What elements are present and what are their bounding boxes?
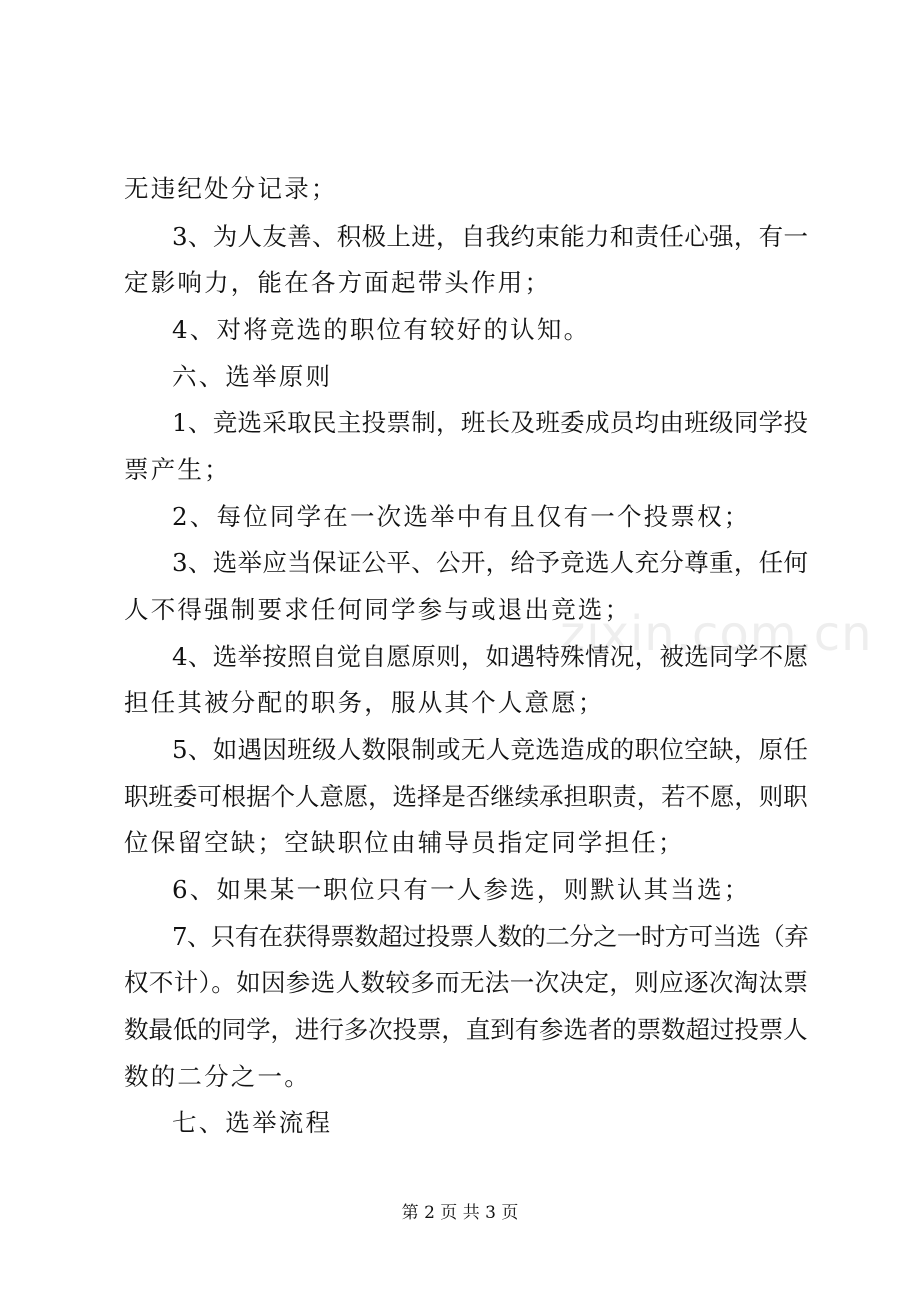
text-line: 权不计）。如因参选人数较多而无法一次决定，则应逐次淘汰票: [124, 968, 809, 997]
text-line: 5、如遇因班级人数限制或无人竞选造成的职位空缺，原任: [172, 735, 809, 764]
watermark: zixin.com.cn: [560, 606, 873, 662]
text-line: 位保留空缺；空缺职位由辅导员指定同学担任；: [124, 828, 685, 857]
text-line: 数最低的同学，进行多次投票，直到有参选者的票数超过投票人: [124, 1015, 808, 1044]
page-footer: [0, 1202, 920, 1224]
text-line: 4、对将竞选的职位有较好的认知。: [172, 315, 591, 344]
section-heading: 七、选举流程: [172, 1108, 333, 1137]
text-line: 2、每位同学在一次选举中有且仅有一个投票权；: [172, 502, 751, 531]
text-line: 职班委可根据个人意愿，选择是否继续承担职责，若不愿，则职: [124, 782, 808, 811]
text-line: 无违纪处分记录；: [124, 174, 338, 203]
text-line: 票产生；: [124, 455, 231, 484]
text-line: 定影响力，能在各方面起带头作用；: [124, 268, 552, 297]
text-line: 3、选举应当保证公平、公开，给予竞选人充分尊重，任何: [172, 548, 809, 577]
text-line: 6、如果某一职位只有一人参选，则默认其当选；: [172, 875, 751, 904]
section-heading: 六、选举原则: [172, 362, 333, 391]
text-line: 7、只有在获得票数超过投票人数的二分之一时方可当选（弃: [172, 922, 808, 951]
text-line: 人不得强制要求任何同学参与或退出竞选；: [124, 595, 632, 624]
text-line: 1、竞选采取民主投票制，班长及班委成员均由班级同学投: [172, 408, 809, 437]
text-line: 担任其被分配的职务，服从其个人意愿；: [124, 688, 605, 717]
text-line: 4、选举按照自觉自愿原则，如遇特殊情况，被选同学不愿: [172, 642, 809, 671]
text-line: 数的二分之一。: [124, 1062, 311, 1091]
text-line: 3、为人友善、积极上进，自我约束能力和责任心强，有一: [172, 222, 809, 251]
page-number-label: 第 2 页 共 3 页: [401, 1203, 519, 1223]
